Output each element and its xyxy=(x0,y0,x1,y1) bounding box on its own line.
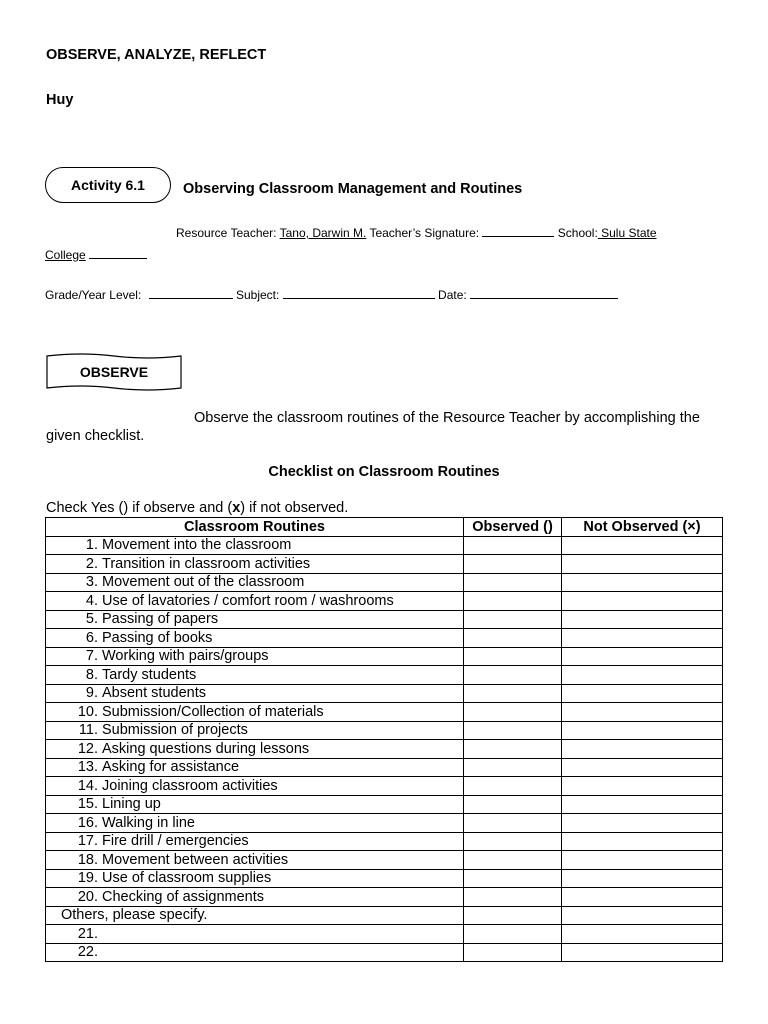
observed-checkbox-cell[interactable] xyxy=(464,758,562,777)
table-row xyxy=(46,666,723,685)
routine-cell xyxy=(46,592,464,611)
routine-label: Walking in line xyxy=(102,814,195,831)
routine-number: 4. xyxy=(85,592,98,609)
table-row xyxy=(46,795,723,814)
table-row xyxy=(46,647,723,666)
signature-field[interactable] xyxy=(482,226,554,237)
resource-teacher-label: Resource Teacher: xyxy=(176,226,277,240)
resource-teacher-value[interactable]: Tano, Darwin M. xyxy=(279,226,367,240)
routine-number: 2. xyxy=(85,555,98,572)
routine-number: 12. xyxy=(77,740,98,757)
observed-checkbox-cell[interactable] xyxy=(464,666,562,685)
routine-cell xyxy=(46,629,464,648)
routine-number: 22. xyxy=(77,944,98,961)
routine-number: 21. xyxy=(77,925,98,942)
table-row xyxy=(46,869,723,888)
routine-cell xyxy=(46,703,464,722)
routine-label: Movement between activities xyxy=(102,851,289,868)
routine-number: 17. xyxy=(77,833,98,850)
routine-label: Submission of projects xyxy=(102,722,248,739)
table-row xyxy=(46,703,723,722)
subject-field[interactable] xyxy=(283,288,435,299)
checklist-instruction xyxy=(46,500,348,516)
routine-number: 1. xyxy=(85,537,98,554)
routine-number: 6. xyxy=(85,629,98,646)
routine-cell xyxy=(46,684,464,703)
table-row xyxy=(46,684,723,703)
not-observed-checkbox-cell[interactable] xyxy=(562,795,723,814)
routine-number: 10. xyxy=(77,703,98,720)
routine-cell xyxy=(46,925,464,944)
info-line-3 xyxy=(45,288,618,302)
signature-label: Teacher’s Signature: xyxy=(369,226,480,240)
observed-checkbox-cell[interactable] xyxy=(464,832,562,851)
routine-cell xyxy=(46,536,464,555)
observed-checkbox-cell[interactable] xyxy=(464,536,562,555)
not-observed-checkbox-cell[interactable] xyxy=(562,721,723,740)
table-header-row xyxy=(46,518,723,537)
school-value-cont[interactable]: College xyxy=(45,248,86,262)
instruction-pre: Check Yes () if observe and ( xyxy=(46,500,233,516)
routine-number: 7. xyxy=(85,648,98,665)
routine-label xyxy=(98,926,102,942)
not-observed-checkbox-cell[interactable] xyxy=(562,888,723,907)
observed-checkbox-cell[interactable] xyxy=(464,592,562,611)
not-observed-checkbox-cell[interactable] xyxy=(562,777,723,796)
table-row xyxy=(46,758,723,777)
routine-number: 14. xyxy=(77,777,98,794)
routine-cell xyxy=(46,721,464,740)
routine-label: Use of classroom supplies xyxy=(102,870,272,887)
not-observed-checkbox-cell[interactable] xyxy=(562,869,723,888)
not-observed-checkbox-cell[interactable] xyxy=(562,573,723,592)
header-routines: Classroom Routines xyxy=(46,518,464,537)
observed-checkbox-cell[interactable] xyxy=(464,629,562,648)
routine-label: Tardy students xyxy=(102,666,197,683)
table-row xyxy=(46,536,723,555)
not-observed-checkbox-cell[interactable] xyxy=(562,943,723,962)
activity-title: Observing Classroom Management and Routines xyxy=(183,181,523,197)
routine-label: Movement out of the classroom xyxy=(102,574,305,591)
routine-label: Use of lavatories / comfort room / washrooms xyxy=(102,592,394,609)
table-row xyxy=(46,592,723,611)
school-blank[interactable] xyxy=(89,248,147,259)
routine-label: Passing of books xyxy=(102,629,213,646)
routine-label: Asking for assistance xyxy=(102,759,240,776)
observed-checkbox-cell[interactable] xyxy=(464,610,562,629)
observed-checkbox-cell[interactable] xyxy=(464,888,562,907)
checklist-table xyxy=(45,517,723,962)
not-observed-checkbox-cell[interactable] xyxy=(562,536,723,555)
table-row xyxy=(46,629,723,648)
not-observed-checkbox-cell[interactable] xyxy=(562,610,723,629)
school-label: School: xyxy=(557,226,598,240)
table-row xyxy=(46,740,723,759)
routine-cell xyxy=(46,647,464,666)
observed-checkbox-cell[interactable] xyxy=(464,740,562,759)
activity-badge-label: Activity 6.1 xyxy=(71,177,145,193)
routine-number: 18. xyxy=(77,851,98,868)
observed-checkbox-cell[interactable] xyxy=(464,703,562,722)
routine-label: Asking questions during lessons xyxy=(102,740,310,757)
table-row xyxy=(46,777,723,796)
observed-checkbox-cell[interactable] xyxy=(464,555,562,574)
table-row xyxy=(46,573,723,592)
page-title: OBSERVE, ANALYZE, REFLECT xyxy=(46,47,267,63)
table-row xyxy=(46,610,723,629)
table-row xyxy=(46,814,723,833)
observed-checkbox-cell[interactable] xyxy=(464,814,562,833)
instruction-line-1: Observe the classroom routines of the Resource Teacher by accomplishing the xyxy=(194,410,700,426)
routine-label: Passing of papers xyxy=(102,611,219,628)
not-observed-checkbox-cell[interactable] xyxy=(562,758,723,777)
observed-checkbox-cell[interactable] xyxy=(464,721,562,740)
checklist-title: Checklist on Classroom Routines xyxy=(268,464,500,480)
routine-cell xyxy=(46,814,464,833)
instruction-x: x xyxy=(232,500,241,516)
routine-number: 13. xyxy=(77,759,98,776)
observed-checkbox-cell[interactable] xyxy=(464,795,562,814)
not-observed-checkbox-cell[interactable] xyxy=(562,814,723,833)
observed-checkbox-cell[interactable] xyxy=(464,647,562,666)
routine-label: Submission/Collection of materials xyxy=(102,703,324,720)
table-row xyxy=(46,851,723,870)
observe-label: OBSERVE xyxy=(79,364,149,380)
routine-number: 8. xyxy=(85,666,98,683)
routine-cell xyxy=(46,555,464,574)
routine-cell xyxy=(46,832,464,851)
routine-cell xyxy=(46,610,464,629)
instruction-line-2: given checklist. xyxy=(46,428,145,444)
routine-label: Checking of assignments xyxy=(102,888,264,905)
activity-badge xyxy=(45,167,171,203)
header-observed: Observed () xyxy=(464,518,562,537)
routine-number: 15. xyxy=(77,796,98,813)
table-row xyxy=(46,832,723,851)
routine-cell xyxy=(46,851,464,870)
table-row xyxy=(46,906,723,925)
observed-checkbox-cell[interactable] xyxy=(464,943,562,962)
routine-number: 20. xyxy=(77,888,98,905)
routine-label: Working with pairs/groups xyxy=(102,648,269,665)
routine-cell xyxy=(46,777,464,796)
not-observed-checkbox-cell[interactable] xyxy=(562,629,723,648)
observed-checkbox-cell[interactable] xyxy=(464,573,562,592)
routine-cell xyxy=(46,740,464,759)
not-observed-checkbox-cell[interactable] xyxy=(562,647,723,666)
routine-cell xyxy=(46,795,464,814)
routine-number: 19. xyxy=(77,870,98,887)
table-row xyxy=(46,888,723,907)
routine-cell xyxy=(46,943,464,962)
routine-cell xyxy=(46,573,464,592)
routine-number: 16. xyxy=(77,814,98,831)
routine-label: Movement into the classroom xyxy=(102,537,292,554)
routine-cell xyxy=(46,888,464,907)
grade-label: Grade/Year Level: xyxy=(45,288,142,302)
grade-field[interactable] xyxy=(149,288,233,299)
others-label: Others, please specify. xyxy=(61,907,208,924)
routine-number: 9. xyxy=(85,685,98,702)
table-row xyxy=(46,555,723,574)
routine-cell xyxy=(46,758,464,777)
routine-number: 5. xyxy=(85,611,98,628)
routine-cell xyxy=(46,906,464,925)
school-value[interactable]: Sulu State xyxy=(597,226,657,240)
info-line-1 xyxy=(176,226,657,240)
not-observed-checkbox-cell[interactable] xyxy=(562,906,723,925)
subject-label: Subject: xyxy=(235,288,280,302)
observe-banner xyxy=(46,353,184,391)
not-observed-checkbox-cell[interactable] xyxy=(562,832,723,851)
routine-cell xyxy=(46,869,464,888)
routine-number: 11. xyxy=(78,722,98,739)
not-observed-checkbox-cell[interactable] xyxy=(562,851,723,870)
routine-label: Absent students xyxy=(102,685,206,702)
observed-checkbox-cell[interactable] xyxy=(464,906,562,925)
not-observed-checkbox-cell[interactable] xyxy=(562,666,723,685)
header-not-observed: Not Observed (×) xyxy=(562,518,723,537)
info-line-2 xyxy=(45,248,147,262)
date-label: Date: xyxy=(438,288,467,302)
not-observed-checkbox-cell[interactable] xyxy=(562,684,723,703)
not-observed-checkbox-cell[interactable] xyxy=(562,925,723,944)
routine-number: 3. xyxy=(85,574,98,591)
routine-label: Joining classroom activities xyxy=(102,777,278,794)
routine-label: Fire drill / emergencies xyxy=(102,833,249,850)
observed-checkbox-cell[interactable] xyxy=(464,869,562,888)
not-observed-checkbox-cell[interactable] xyxy=(562,555,723,574)
observed-checkbox-cell[interactable] xyxy=(464,851,562,870)
observed-checkbox-cell[interactable] xyxy=(464,777,562,796)
instruction-post: ) if not observed. xyxy=(240,500,349,516)
routine-label xyxy=(98,944,102,960)
routine-label: Transition in classroom activities xyxy=(102,555,311,572)
table-row xyxy=(46,925,723,944)
table-row xyxy=(46,721,723,740)
table-row xyxy=(46,943,723,962)
not-observed-checkbox-cell[interactable] xyxy=(562,592,723,611)
date-field[interactable] xyxy=(470,288,618,299)
student-name: Huy xyxy=(46,92,74,108)
not-observed-checkbox-cell[interactable] xyxy=(562,703,723,722)
observed-checkbox-cell[interactable] xyxy=(464,684,562,703)
not-observed-checkbox-cell[interactable] xyxy=(562,740,723,759)
routine-label: Lining up xyxy=(102,796,161,813)
observed-checkbox-cell[interactable] xyxy=(464,925,562,944)
routine-cell xyxy=(46,666,464,685)
